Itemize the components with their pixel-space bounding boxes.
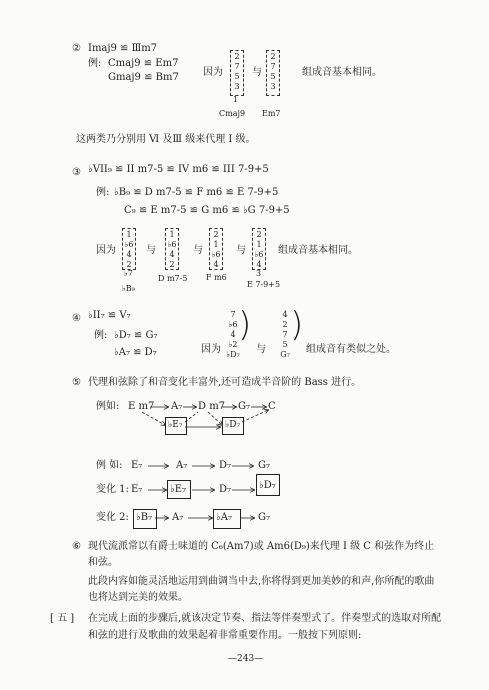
section-6-number: ⑥ <box>72 541 81 552</box>
row-1-chord-3: D₇ <box>219 460 232 471</box>
bracket-right-paren-2: ) <box>290 305 304 345</box>
section-2-conclusion: 组成音基本相同。 <box>302 67 382 78</box>
row-1-chord-4: G₇ <box>258 460 270 471</box>
substitute-chord-eb7: ♭E₇ <box>168 420 183 430</box>
section-3-and-2: 与 <box>193 245 203 256</box>
row-3-chord-4: G₇ <box>258 512 270 523</box>
section-5-example-label: 例如: <box>96 401 120 412</box>
section-4-heading: ♭II₇ ≌ V₇ <box>88 310 131 321</box>
section-2-example-2: Gmaj9 ≌ Bm7 <box>108 72 179 83</box>
section-6-paragraph-2: 也将达到完美的效果。 <box>88 592 188 603</box>
chord-tones-g7: 4 2 7 5 G₇ <box>280 310 290 359</box>
section-five-label: [ 五 ] <box>50 613 75 624</box>
section-4-example-2: ♭A₇ ≌ D₇ <box>114 347 157 358</box>
row-3-chord-3: ♭A₇ <box>216 512 232 523</box>
row-3-chord-2: A₇ <box>172 512 184 523</box>
chord-root-cmaj9: 1 <box>233 95 239 104</box>
substitute-chord-db7: ♭D₇ <box>225 420 241 430</box>
chord-label-cmaj9: Cmaj9 <box>219 109 246 118</box>
section-five-line-1: 在完成上面的步骤后,就该决定节奏、指法等伴奏型式了。伴奏型式的选取对所配 <box>88 613 442 624</box>
section-6-line-2: 和弦。 <box>88 557 118 568</box>
section-2-and: 与 <box>252 67 262 78</box>
row-1-label: 例 如: <box>96 460 123 471</box>
section-five-line-2: 和弦的进行及歌曲的效果起着非常重要作用。一般按下列原则: <box>88 630 362 641</box>
chord-tones-cmaj9: 2 7 5 3 <box>234 52 240 91</box>
row-3-chord-1: ♭B₇ <box>136 512 153 523</box>
row-2-chord-1: E₇ <box>131 484 143 495</box>
section-4-because: 因为 <box>201 344 221 355</box>
section-2-number: ② <box>72 43 81 54</box>
chord-tones-dm7-5: 1 ♭6 4 2 <box>167 230 177 269</box>
section-6-paragraph-1: 此段内容如能灵活地运用到曲调当中去,你将得到更加美妙的和声,你所配的歌曲 <box>88 576 435 587</box>
row-3-label: 变化 2: <box>96 512 129 523</box>
chord-tones-fm6: 2 1 ♭6 4 <box>211 230 221 269</box>
chord-tones-bb9: 1 ♭6 4 2 <box>124 230 134 269</box>
row-1-chord-2: A₇ <box>176 460 188 471</box>
bracket-right-paren: ) <box>238 305 252 345</box>
chain-chord-1: E m7 <box>128 401 155 412</box>
section-3-heading: ♭VII₉ ≌ II m7-5 ≌ IV m6 ≌ III 7-9+5 <box>88 164 269 175</box>
chord-tones-em7: 2 7 5 3 <box>270 52 276 91</box>
section-3-example-2: C₉ ≌ E m7-5 ≌ G m6 ≌ ♭G 7-9+5 <box>124 205 290 216</box>
chord-third-e7-9-5: 3 <box>256 269 262 278</box>
section-3-example-label: 例: <box>96 187 110 198</box>
section-2-heading: Imaj9 ≌ Ⅲm7 <box>88 43 158 54</box>
chord-label-bb9: ♭B₉ <box>122 284 135 293</box>
row-1-chord-1: E₇ <box>131 460 143 471</box>
section-4-number: ④ <box>72 313 81 324</box>
chord-label-fm6: F m6 <box>206 273 227 282</box>
chain-chord-3: D m7 <box>198 401 226 412</box>
chord-tones-e7-9-5: 2 1 ♭6 4 <box>254 230 264 269</box>
chain-chord-2: A₇ <box>171 401 183 412</box>
chord-seventh-bb9: ♭7 <box>124 269 133 278</box>
section-2-example-label: 例: <box>88 58 102 69</box>
section-4-example-label: 例: <box>94 330 108 341</box>
section-3-example-1: ♭B₉ ≌ D m7-5 ≌ F m6 ≌ E 7-9+5 <box>114 187 279 198</box>
replacement-summary: 这两类乃分别用 Ⅵ 及Ⅲ 级来代理 Ⅰ 级。 <box>76 134 256 145</box>
section-6-line-1: 现代流派常以有爵士味道的 C₆(Am7)或 Am6(D₉)来代理 Ⅰ 级 C 和弦作为终止 <box>88 541 435 552</box>
section-4-and: 与 <box>256 344 266 355</box>
section-3-because: 因为 <box>96 245 116 256</box>
section-2-because: 因为 <box>203 67 223 78</box>
section-4-example-1: ♭D₇ ≌ G₇ <box>114 330 158 341</box>
section-3-number: ③ <box>72 167 81 178</box>
row-2-chord-2: ♭E₇ <box>170 484 187 495</box>
chain-chord-4: G₇ <box>238 401 250 412</box>
chord-label-e7-9-5: E 7-9+5 <box>247 280 281 289</box>
section-2-example-1: Cmaj9 ≌ Em7 <box>108 58 179 69</box>
section-4-conclusion: 组成音有类似之处。 <box>306 344 396 355</box>
section-3-and-3: 与 <box>236 245 246 256</box>
row-2-chord-4: ♭D₇ <box>259 480 276 491</box>
section-3-and-1: 与 <box>146 245 156 256</box>
row-2-label: 变化 1: <box>96 484 129 495</box>
row-2-chord-3: D₇ <box>219 484 232 495</box>
chord-label-dm7-5: D m7-5 <box>158 274 188 283</box>
section-5-number: ⑤ <box>72 377 81 388</box>
chord-tones-db7: 7 ♭6 4 ♭2 ♭D₇ <box>226 310 240 359</box>
section-5-text: 代理和弦除了和音变化丰富外,还可造成半音阶的 Bass 进行。 <box>88 377 362 388</box>
section-3-conclusion: 组成音基本相同。 <box>278 245 358 256</box>
chain-chord-5: C <box>268 401 276 412</box>
chord-label-em7: Em7 <box>262 109 281 118</box>
page-number: —243— <box>228 654 264 664</box>
